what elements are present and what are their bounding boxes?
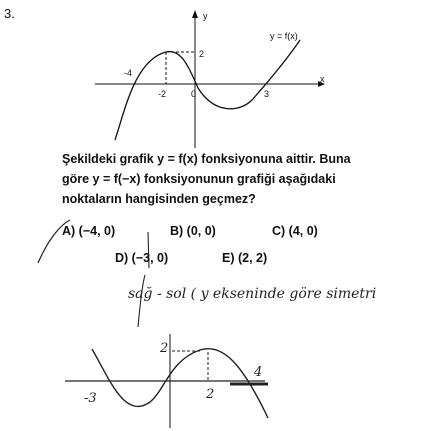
- graph1: [95, 10, 325, 148]
- sketch-mark-x2: 2: [206, 387, 215, 402]
- graph1-y-label: y: [203, 11, 208, 21]
- question-line-2: göre y = f(−x) fonksiyonunun grafiği aşağıdaki: [62, 172, 336, 186]
- handwritten-note: sağ - sol ( y ekseninde göre simetri: [128, 286, 377, 302]
- option-b[interactable]: B) (0, 0): [170, 224, 216, 238]
- graph1-y-arrow: [192, 10, 198, 18]
- sketch-mark-x4: 4: [254, 365, 263, 380]
- question-line-1: Şekildeki grafik y = f(x) fonksiyonuna aittir. Buna: [62, 152, 351, 166]
- tick-neg4: -4: [124, 68, 133, 78]
- question-line-3: noktaların hangisinden geçmez?: [62, 192, 256, 206]
- sketch-mark-neg3: -3: [84, 391, 97, 406]
- graph1-curve: [115, 40, 300, 140]
- tick-origin: 0: [191, 89, 197, 99]
- option-a[interactable]: A) (−4, 0): [62, 224, 116, 238]
- sketch-mark-y2: 2: [160, 341, 169, 356]
- option-c[interactable]: C) (4, 0): [272, 224, 318, 238]
- tick-3: 3: [264, 89, 270, 99]
- graph1-x-label: x: [320, 74, 325, 84]
- sketch-graph: [65, 334, 268, 428]
- tick-y2: 2: [199, 49, 205, 59]
- question-text: [62, 149, 362, 209]
- option-e[interactable]: E) (2, 2): [222, 251, 268, 265]
- question-number: 3.: [4, 6, 15, 21]
- option-d[interactable]: D) (−3, 0): [115, 251, 169, 265]
- graph1-curve-label: y = f(x): [270, 31, 298, 41]
- tick-neg2: -2: [158, 89, 167, 99]
